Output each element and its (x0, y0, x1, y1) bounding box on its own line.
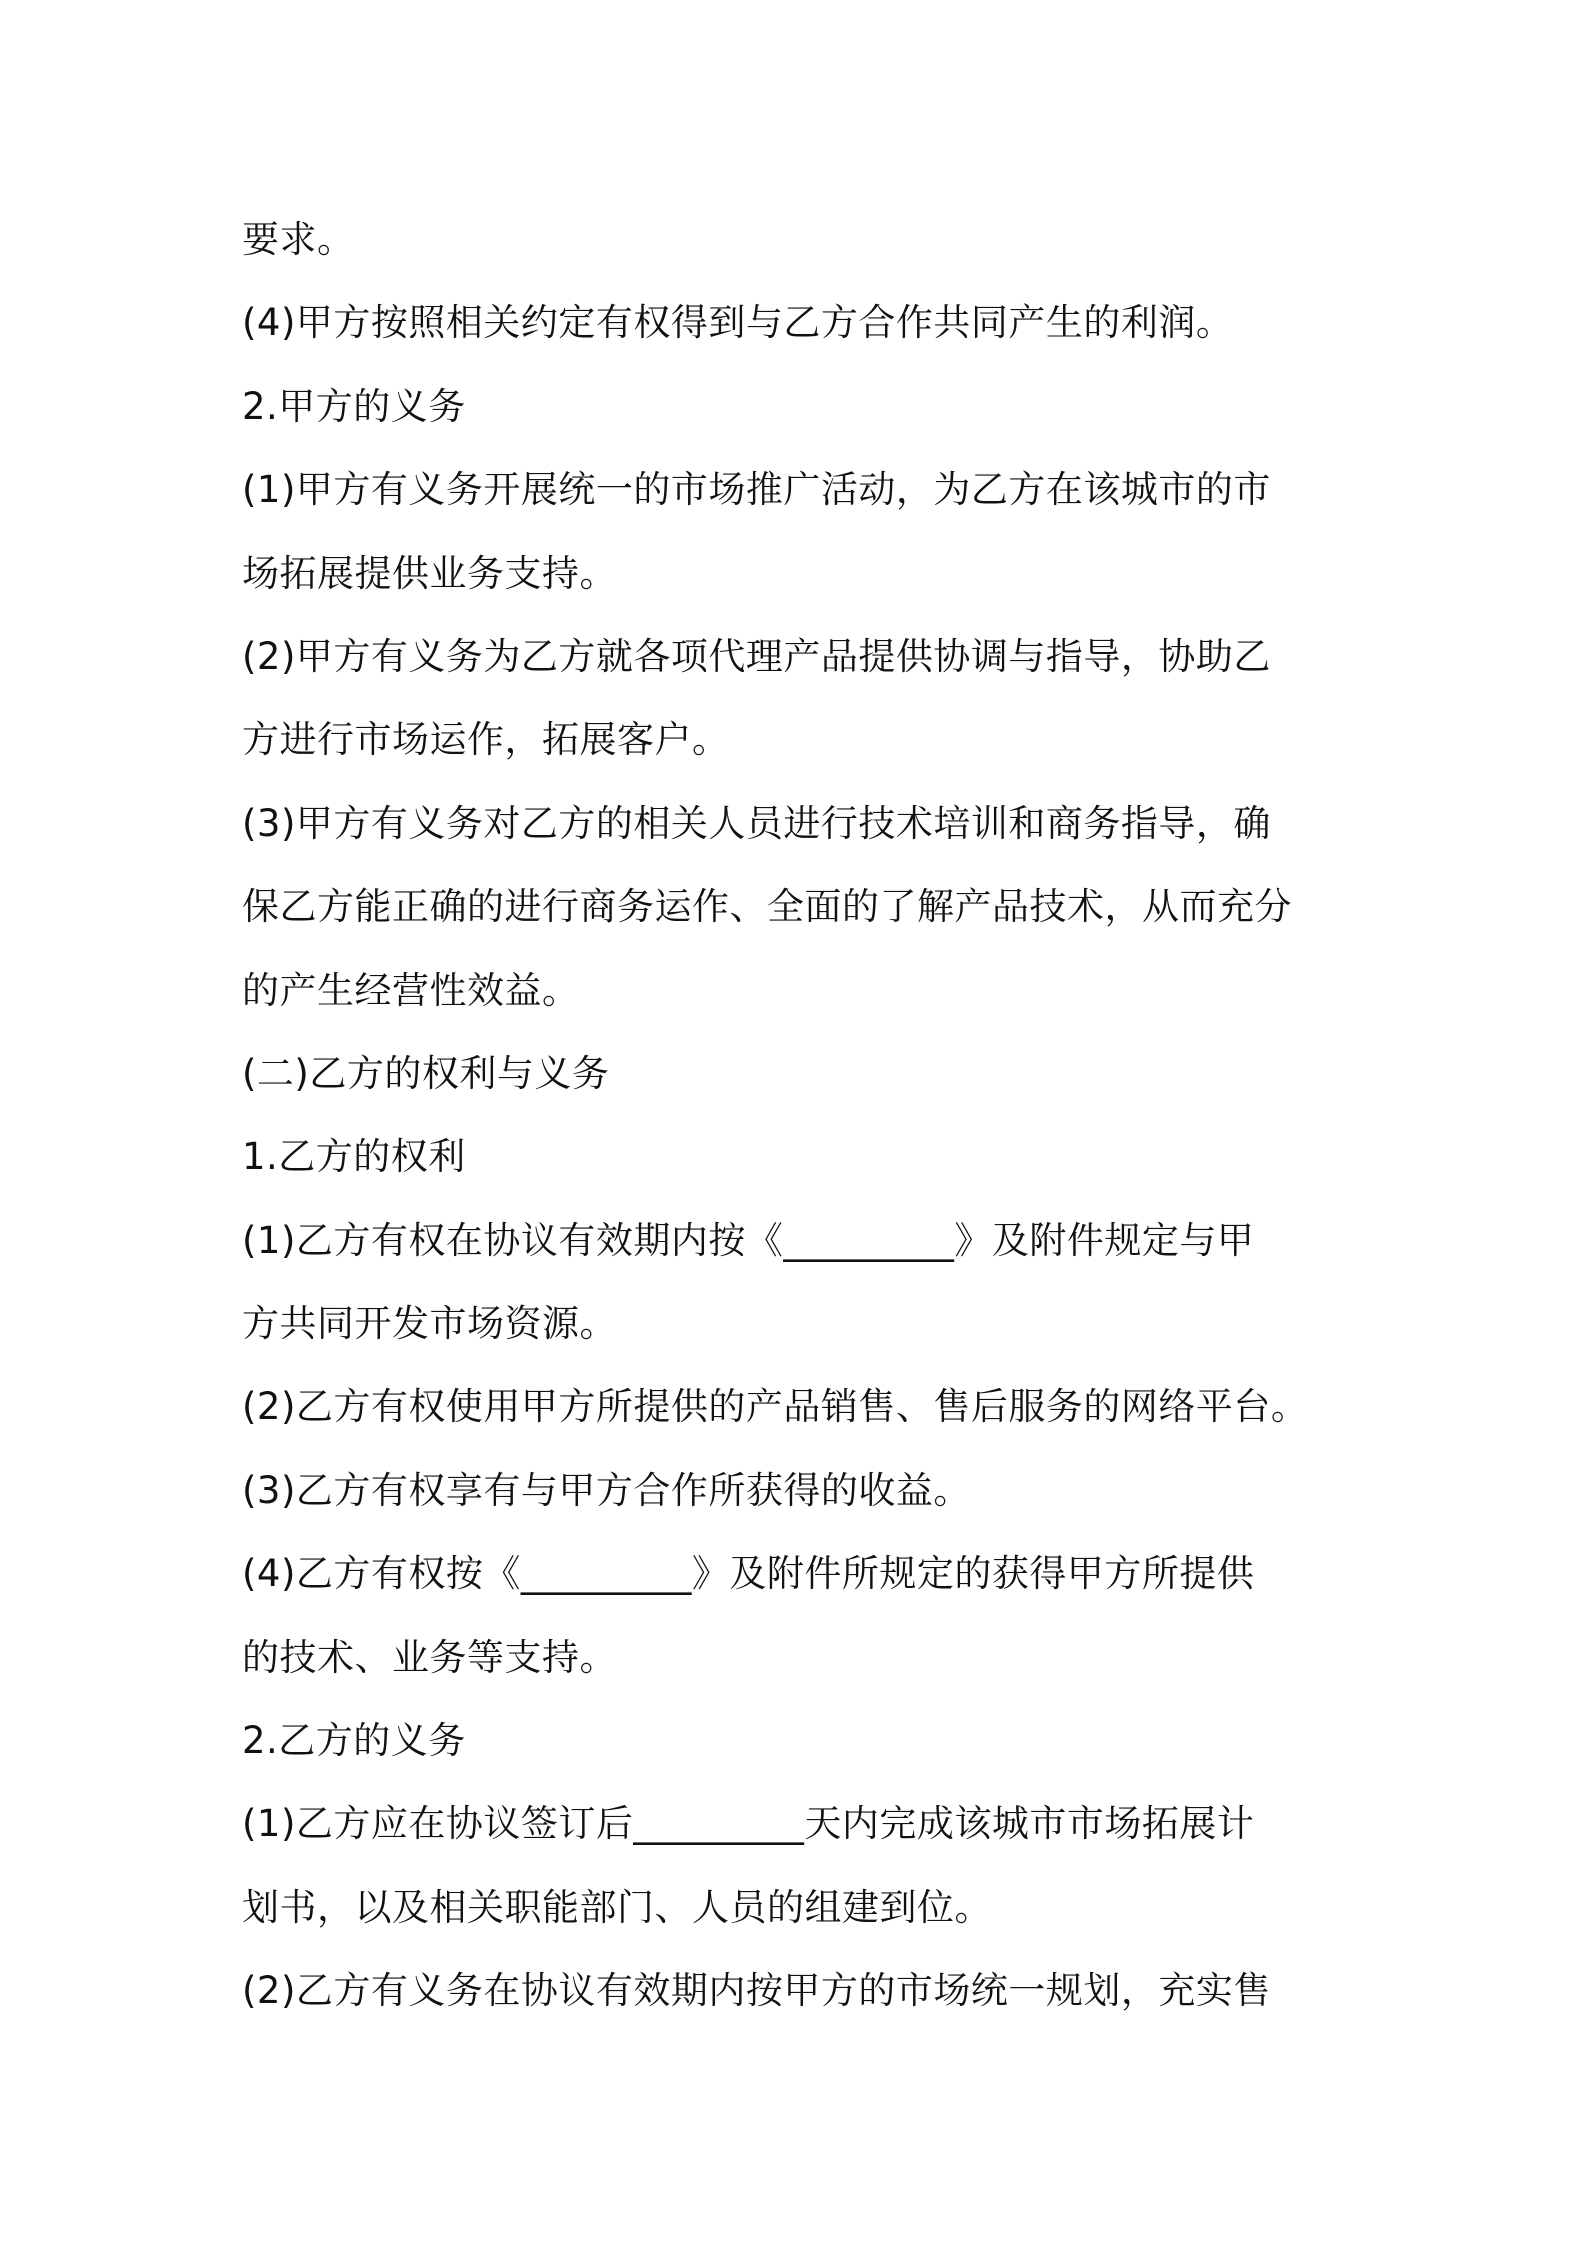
text-line: 方共同开发市场资源。 (242, 1302, 617, 1346)
section-heading: (二)乙方的权利与义务 (242, 1051, 610, 1095)
text-line: 的技术、业务等支持。 (242, 1635, 617, 1679)
text-line: (1)乙方应在协议签订后_________天内完成该城市市场拓展计 (242, 1802, 1255, 1846)
section-heading: 1.乙方的权利 (242, 1135, 466, 1179)
text-line: 要求。 (242, 218, 355, 261)
text-line: (2)乙方有权使用甲方所提供的产品销售、售后服务的网络平台。 (242, 1385, 1309, 1429)
text-line: 划书，以及相关职能部门、人员的组建到位。 (242, 1885, 992, 1929)
text-line: (3)乙方有权享有与甲方合作所获得的收益。 (242, 1468, 971, 1512)
text-line: 场拓展提供业务支持。 (242, 551, 617, 595)
text-line: (1)甲方有义务开展统一的市场推广活动，为乙方在该城市的市 (242, 468, 1271, 512)
section-heading: 2.甲方的义务 (242, 384, 466, 428)
text-line: 保乙方能正确的进行商务运作、全面的了解产品技术，从而充分 (242, 885, 1292, 929)
section-heading: 2.乙方的义务 (242, 1719, 466, 1763)
text-line: (4)甲方按照相关约定有权得到与乙方合作共同产生的利润。 (242, 301, 1234, 345)
text-line: (3)甲方有义务对乙方的相关人员进行技术培训和商务指导，确 (242, 801, 1271, 845)
text-line: 方进行市场运作，拓展客户。 (242, 718, 730, 762)
text-line: (2)甲方有义务为乙方就各项代理产品提供协调与指导，协助乙 (242, 634, 1271, 678)
text-line: 的产生经营性效益。 (242, 968, 580, 1012)
text-line: (4)乙方有权按《_________》及附件所规定的获得甲方所提供 (242, 1552, 1255, 1596)
document-body (242, 198, 1362, 2033)
text-line: (1)乙方有权在协议有效期内按《_________》及附件规定与甲 (242, 1218, 1255, 1262)
text-line: (2)乙方有义务在协议有效期内按甲方的市场统一规划，充实售 (242, 1969, 1271, 2013)
